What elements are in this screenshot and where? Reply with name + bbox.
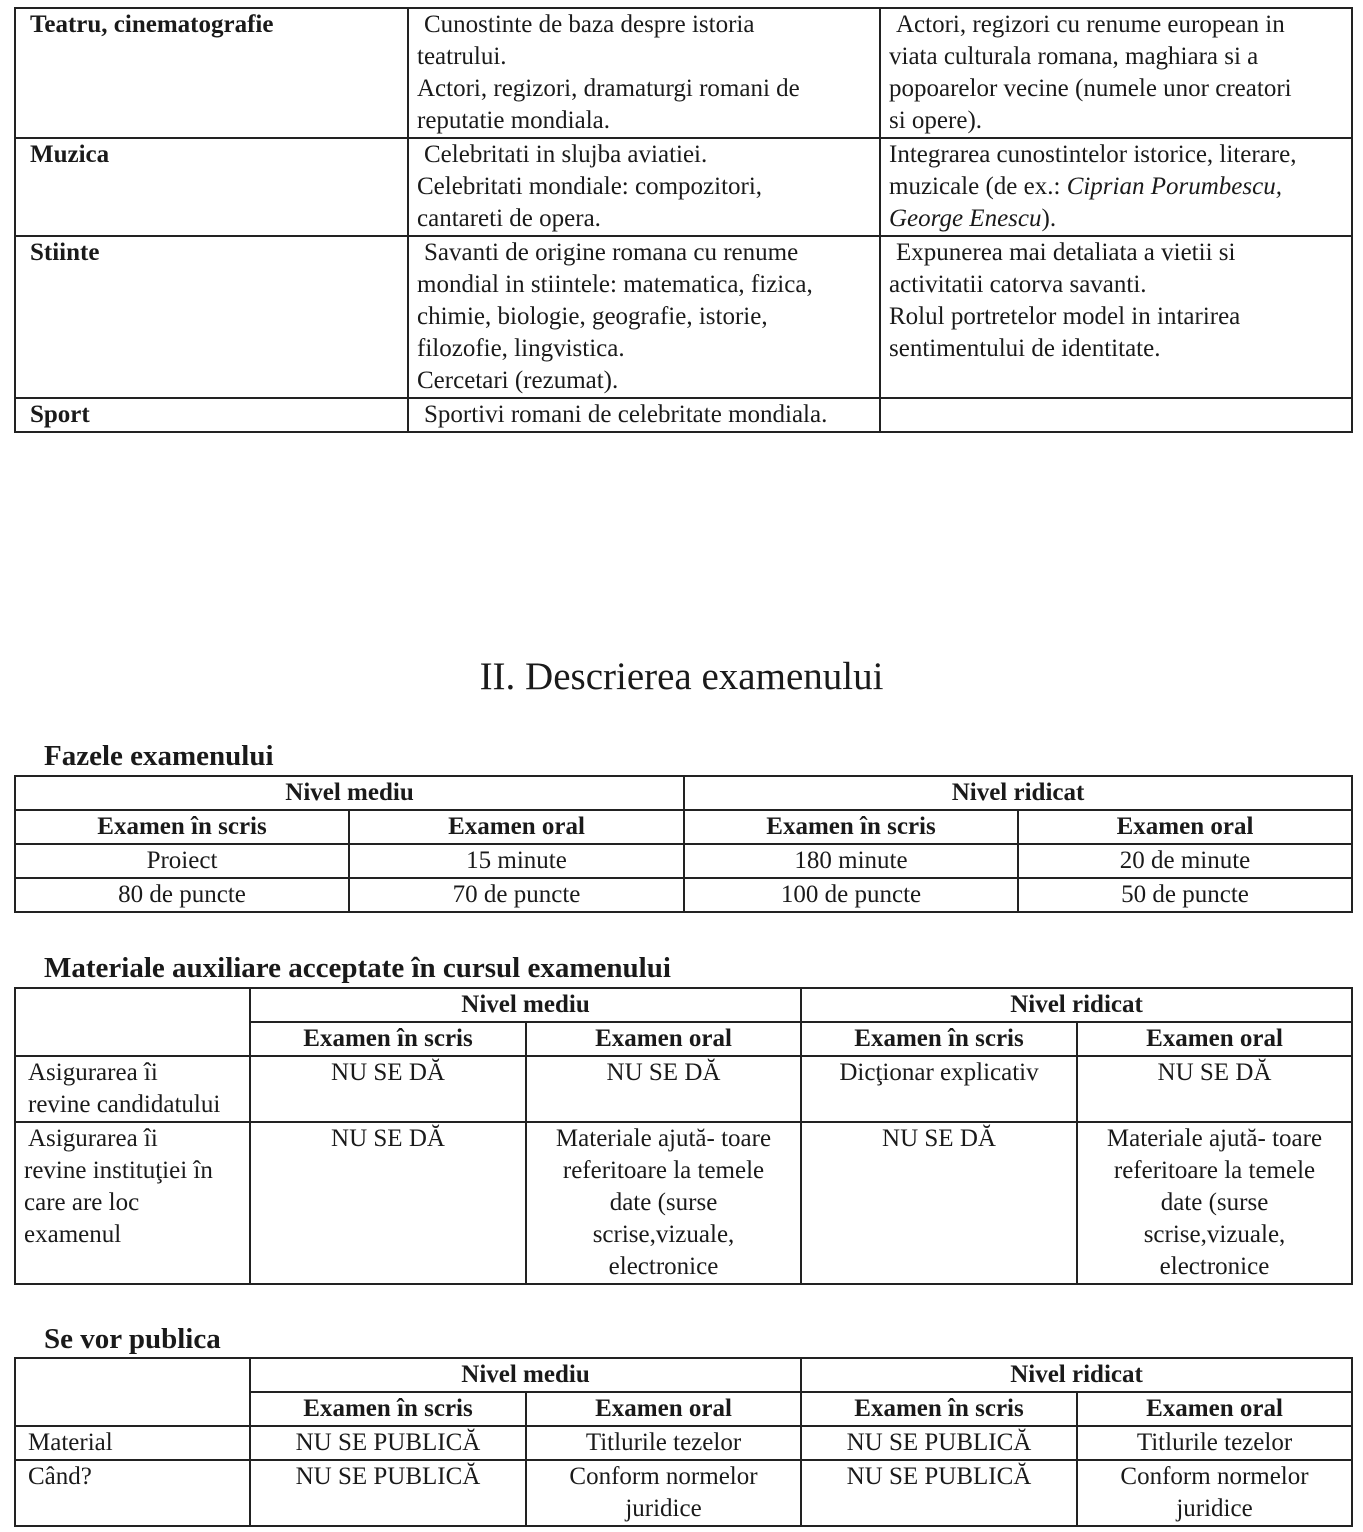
table-row [15,878,1352,912]
empty-corner-cell [15,1358,250,1426]
text-line: scrise,vizuale, [1143,1221,1286,1248]
text-line: date (surse [609,1189,718,1216]
text-line: Celebritati mondiale: compozitori, [417,173,763,200]
text-line: Cunostinte de baza despre istoria [424,11,755,38]
text-line: si opere). [889,107,983,134]
phases-heading: Fazele examenului [44,740,274,772]
text-line: Asigurarea îi [28,1059,158,1086]
row-label [15,1122,250,1284]
topic-area: Sport [15,398,408,432]
text-line: revine instituţiei în [24,1157,213,1184]
text-line: Titlurile tezelor [585,1429,742,1456]
table-cell [526,1056,801,1122]
column-header: Examen oral [526,1022,801,1056]
publish-heading: Se vor publica [44,1323,221,1355]
text-line: care are loc [24,1189,140,1216]
table-cell: 50 de puncte [1018,878,1352,912]
table-row [15,988,1352,1022]
level-header: Nivel mediu [15,776,684,810]
table-cell: 80 de puncte [15,878,349,912]
table-cell [1077,1122,1352,1284]
table-cell [1077,1426,1352,1460]
text-line: Asigurarea îi [28,1125,158,1152]
column-header: Examen în scris [801,1392,1077,1426]
text-line: Dicţionar explicativ [839,1059,1039,1086]
column-header: Examen în scris [684,810,1018,844]
table-cell [526,1426,801,1460]
text-line: Cercetari (rezumat). [417,367,619,394]
text-line: sentimentului de identitate. [889,335,1161,362]
topic-notes [880,138,1352,236]
text-line: NU SE DĂ [331,1125,445,1152]
table-cell [250,1056,526,1122]
level-header: Nivel ridicat [684,776,1352,810]
text-line: electronice [608,1253,719,1280]
column-header: Examen oral [1018,810,1352,844]
text-line: NU SE PUBLICĂ [846,1463,1032,1490]
text-line: NU SE DĂ [882,1125,996,1152]
column-header: Examen în scris [15,810,349,844]
row-label [15,1056,250,1122]
table-row [15,844,1352,878]
table-cell [801,1426,1077,1460]
text-line: filozofie, lingvistica. [417,335,625,362]
text-line: juridice [1176,1495,1253,1522]
text-line: mondial in stiintele: matematica, fizica, [417,271,813,298]
text-line: Expunerea mai detaliata a vietii si [896,239,1236,266]
table-cell [526,1460,801,1526]
topics-table [14,7,1353,433]
text-line: Materiale ajută- toare [1106,1125,1323,1152]
composer-name: Ciprian Porumbescu, [1066,173,1282,200]
topic-area: Muzica [15,138,408,236]
text-line: Actori, regizori, dramaturgi romani de [417,75,800,102]
text-line: referitoare la temele [1113,1157,1316,1184]
table-row [15,236,1352,398]
table-row [15,138,1352,236]
text-line: NU SE PUBLICĂ [295,1463,481,1490]
topic-content [408,8,880,138]
phases-table [14,775,1353,913]
table-row [15,1460,1352,1526]
topic-area: Stiinte [15,236,408,398]
text-line: teatrului. [417,43,507,70]
table-cell: 70 de puncte [349,878,684,912]
table-cell [801,1122,1077,1284]
text-line: Conform normelor [1120,1463,1309,1490]
topic-content [408,398,880,432]
table-row [15,8,1352,138]
table-cell: 180 minute [684,844,1018,878]
table-cell [250,1460,526,1526]
text-line: NU SE DĂ [331,1059,445,1086]
column-header: Examen în scris [250,1392,526,1426]
text-fragment: muzicale (de ex.: [889,173,1067,200]
text-line: NU SE DĂ [606,1059,721,1086]
text-line: referitoare la temele [562,1157,765,1184]
materials-heading: Materiale auxiliare acceptate în cursul examenului [44,952,671,984]
row-label: Material [15,1426,250,1460]
text-line: Titlurile tezelor [1136,1429,1293,1456]
text-line: Actori, regizori cu renume european in [896,11,1285,38]
text-fragment: ). [1041,205,1057,232]
table-row [15,1358,1352,1392]
topic-content [408,236,880,398]
empty-corner-cell [15,988,250,1056]
table-cell: 15 minute [349,844,684,878]
topic-notes [880,398,1352,432]
table-cell [250,1426,526,1460]
column-header: Examen oral [1077,1022,1352,1056]
text-line: NU SE DĂ [1157,1059,1272,1086]
table-cell [250,1122,526,1284]
text-line: popoarelor vecine (numele unor creatori [889,75,1292,102]
text-line: Sportivi romani de celebritate mondiala. [424,401,828,428]
text-line: cantareti de opera. [417,205,601,232]
table-row [15,1122,1352,1284]
table-cell [801,1460,1077,1526]
level-header: Nivel mediu [250,988,801,1022]
table-cell: 100 de puncte [684,878,1018,912]
text-line: examenul [24,1221,122,1248]
text-line [889,203,1345,235]
table-cell [1077,1056,1352,1122]
column-header: Examen oral [349,810,684,844]
text-line: Materiale ajută- toare [555,1125,772,1152]
table-cell [801,1056,1077,1122]
level-header: Nivel ridicat [801,988,1352,1022]
column-header: Examen oral [1077,1392,1352,1426]
column-header: Examen oral [526,1392,801,1426]
table-cell: Proiect [15,844,349,878]
topic-notes [880,236,1352,398]
text-line: activitatii catorva savanti. [889,271,1147,298]
row-label: Când? [15,1460,250,1526]
topic-area: Teatru, cinematografie [15,8,408,138]
text-line: scrise,vizuale, [592,1221,735,1248]
text-line: Savanti de origine romana cu renume [424,239,799,266]
publish-table [14,1357,1353,1527]
text-line: Conform normelor [569,1463,758,1490]
text-line: electronice [1159,1253,1270,1280]
text-line: date (surse [1160,1189,1269,1216]
table-row [15,1056,1352,1122]
table-row [15,1426,1352,1460]
text-line: reputatie mondiala. [417,107,610,134]
materials-table [14,987,1353,1285]
text-line: NU SE PUBLICĂ [295,1429,481,1456]
text-line: Rolul portretelor model in intarirea [889,303,1241,330]
text-line: chimie, biologie, geografie, istorie, [417,303,768,330]
column-header: Examen în scris [801,1022,1077,1056]
table-row [15,776,1352,810]
table-cell [1077,1460,1352,1526]
level-header: Nivel mediu [250,1358,801,1392]
composer-name: George Enescu [889,205,1042,232]
table-cell: 20 de minute [1018,844,1352,878]
topic-notes [880,8,1352,138]
section-title: II. Descrierea examenului [479,655,884,698]
level-header: Nivel ridicat [801,1358,1352,1392]
table-row [15,810,1352,844]
text-line [889,171,1345,203]
topic-content [408,138,880,236]
text-line: NU SE PUBLICĂ [846,1429,1032,1456]
text-line: Integrarea cunostintelor istorice, literare, [889,141,1297,168]
column-header: Examen în scris [250,1022,526,1056]
text-line: juridice [625,1495,702,1522]
text-line: revine candidatului [28,1091,221,1118]
text-line: viata culturala romana, maghiara si a [889,43,1259,70]
text-line: Celebritati in slujba aviatiei. [424,141,708,168]
table-cell [526,1122,801,1284]
table-row [15,398,1352,432]
